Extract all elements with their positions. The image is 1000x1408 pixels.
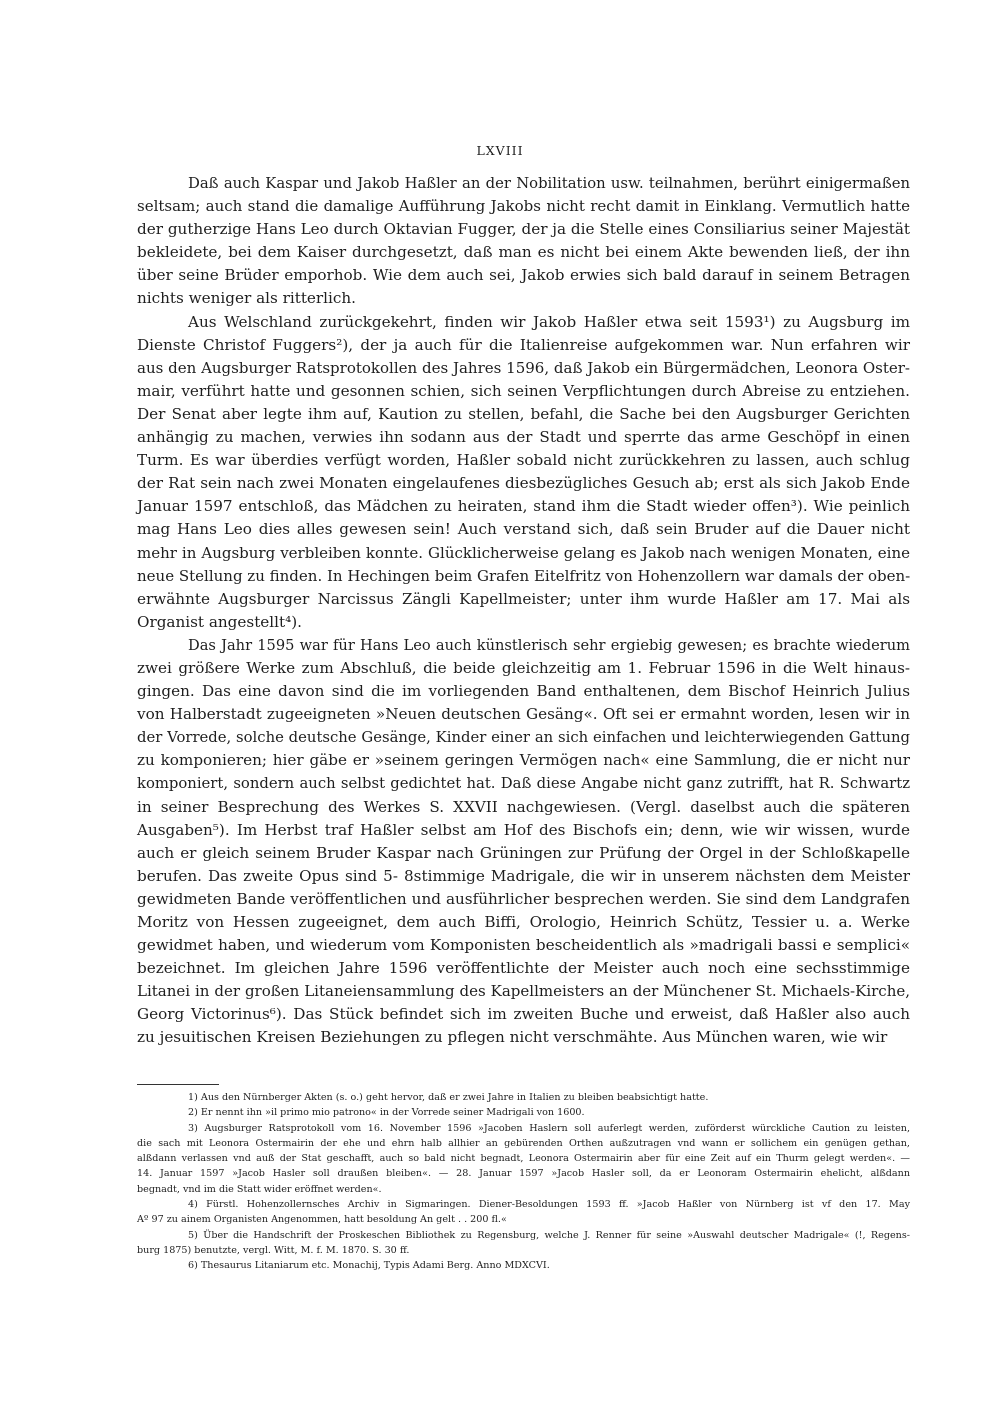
paragraph-3-line: Georg Victorinus⁶). Das Stück befindet sich im zweiten Buche und erweist, daß Haßler also auch bbox=[137, 1005, 910, 1024]
main-text bbox=[137, 172, 910, 1050]
paragraph-1-line: Daß auch Kaspar und Jakob Haßler an der Nobilitation usw. teilnahmen, berührt einigermaßen bbox=[188, 175, 910, 192]
paragraph-3-line: der Vorrede, solche deutsche Gesänge, Kinder einer an sich einfachen und leichterwiegenden Gattung bbox=[137, 729, 910, 747]
footnote-separator bbox=[137, 1084, 219, 1085]
paragraph-1-line: nichts weniger als ritterlich. bbox=[137, 289, 357, 308]
footnotes bbox=[137, 1090, 910, 1274]
paragraph-3-line: gewidmet haben, und wiederum vom Komponisten bescheidentlich als »madrigali bassi e semplici« bbox=[137, 936, 910, 955]
paragraph-2-line: anhängig zu machen, verwies ihn sodann aus der Stadt und sperrte das arme Geschöpf in einen bbox=[137, 428, 910, 447]
paragraph-1-line: bekleidete, bei dem Kaiser durchgesetzt, daß man es nicht bei einem Akte bewenden ließ, der ihn bbox=[137, 243, 910, 262]
paragraph-2-line: Turm. Es war überdies verfügt worden, Haßler sobald nicht zurückkehren zu lassen, auch schlug bbox=[137, 451, 910, 470]
paragraph-2-line: Aus Welschland zurückgekehrt, finden wir Jakob Haßler etwa seit 1593¹) zu Augsburg im bbox=[188, 312, 910, 331]
paragraph-3-line: zu jesuitischen Kreisen Beziehungen zu pflegen nicht verschmähte. Aus München waren, wie wir bbox=[137, 1028, 888, 1047]
footnote-5-line: 5) Über die Handschrift der Proskeschen Bibliothek zu Regensburg, welche J. Renner für seine »Auswahl deutscher Madrigale« (!, Regens- bbox=[188, 1229, 910, 1241]
footnote-5-line: burg 1875) benutzte, vergl. Witt, M. f. M. 1870. S. 30 ff. bbox=[137, 1244, 410, 1256]
page-number: LXVIII bbox=[476, 143, 524, 158]
footnote-4-line: Aº 97 zu ainem Organisten Angenommen, hatt besoldung An gelt . . 200 fl.« bbox=[137, 1214, 507, 1226]
paragraph-3-line: Das Jahr 1595 war für Hans Leo auch künstlerisch sehr ergiebig gewesen; es brachte wiederum bbox=[188, 636, 910, 654]
paragraph-3-line: auch er gleich seinem Bruder Kaspar nach Grüningen zur Prüfung der Orgel in der Schloßkapelle bbox=[137, 843, 910, 862]
footnote-3-line: begnadt, vnd im die Statt wider eröffnet werden«. bbox=[137, 1183, 382, 1195]
paragraph-2-line: erwähnte Augsburger Narcissus Zängli Kapellmeister; unter ihm wurde Haßler am 17. Mai als bbox=[137, 589, 910, 608]
paragraph-3-line: Ausgaben⁵). Im Herbst traf Haßler selbst am Hof des Bischofs ein; denn, wie wir wissen, wurde bbox=[137, 820, 910, 839]
footnote-3-line: alßdann verlassen vnd auß der Stat geschafft, auch so bald nicht begnadt, Leonora Ostermairin aber für eine Zeit auf ein Thurm gelegt werden«. — bbox=[137, 1153, 910, 1165]
paragraph-3-line: von Halberstadt zugeeigneten »Neuen deutschen Gesäng«. Oft sei er ermahnt worden, lesen wir in bbox=[137, 705, 910, 724]
paragraph-2-line: Der Senat aber legte ihm auf, Kaution zu stellen, befahl, die Sache bei den Augsburger Gerichten bbox=[137, 404, 910, 423]
footnote-6-line: 6) Thesaurus Litaniarum etc. Monachij, Typis Adami Berg. Anno MDXCVI. bbox=[188, 1260, 550, 1272]
paragraph-3-line: bezeichnet. Im gleichen Jahre 1596 veröffentlichte der Meister auch noch eine sechsstimmige bbox=[137, 959, 910, 978]
paragraph-3-line: gingen. Das eine davon sind die im vorliegenden Band enthaltenen, dem Bischof Heinrich Julius bbox=[137, 682, 910, 701]
footnote-3-line: die sach mit Leonora Ostermairin der ehe und ehrn halb allhier an gebürenden Orthen außzutragen vnd wann er sollichem ein genügen gethan, bbox=[137, 1137, 910, 1149]
paragraph-1-line: der gutherzige Hans Leo durch Oktavian Fugger, der ja die Stelle eines Consiliarius seiner Majestät bbox=[137, 220, 910, 239]
paragraph-2-line: der Rat sein nach zwei Monaten eingelaufenes diesbezügliches Gesuch ab; erst als sich Jakob Ende bbox=[137, 474, 910, 493]
footnote-3-line: 3) Augsburger Ratsprotokoll vom 16. November 1596 »Jacoben Haslern soll auferlegt werden, zuförderst würckliche Caution zu leisten, bbox=[188, 1122, 910, 1134]
paragraph-3-line: komponiert, sondern auch selbst gedichtet hat. Daß diese Angabe nicht ganz zutrifft, hat R. Schwartz bbox=[137, 775, 910, 793]
paragraph-1-line: über seine Brüder emporhob. Wie dem auch sei, Jakob erwies sich bald darauf in seinem Betragen bbox=[137, 266, 910, 285]
paragraph-3-line: berufen. Das zweite Opus sind 5- 8stimmige Madrigale, die wir in unserem nächsten dem Meister bbox=[137, 866, 910, 885]
paragraph-3-line: zu komponieren; hier gäbe er »seinem geringen Vermögen nach« eine Sammlung, die er nicht nur bbox=[137, 751, 910, 770]
paragraph-2-line: Organist angestellt⁴). bbox=[137, 612, 302, 631]
paragraph-2-line: Januar 1597 entschloß, das Mädchen zu heiraten, stand ihm die Stadt wieder offen³). Wie peinlich bbox=[137, 497, 910, 516]
paragraph-2-line: mag Hans Leo dies alles gewesen sein! Auch verstand sich, daß sein Bruder auf die Dauer nicht bbox=[137, 520, 910, 539]
paragraph-2-line: Dienste Christof Fuggers²), der ja auch für die Italienreise aufgekommen war. Nun erfahren wir bbox=[137, 335, 910, 354]
paragraph-3-line: in seiner Besprechung des Werkes S. XXVII nachgewiesen. (Vergl. daselbst auch die späteren bbox=[137, 797, 910, 816]
paragraph-2-line: aus den Augsburger Ratsprotokollen des Jahres 1596, daß Jakob ein Bürgermädchen, Leonora Oster- bbox=[137, 358, 910, 377]
paragraph-1-line: seltsam; auch stand die damalige Aufführung Jakobs nicht recht damit in Einklang. Vermutlich hatte bbox=[137, 197, 910, 216]
footnote-1-line: 1) Aus den Nürnberger Akten (s. o.) geht hervor, daß er zwei Jahre in Italien zu bleiben beabsichtigt hatte. bbox=[188, 1092, 709, 1103]
paragraph-3-line: zwei größere Werke zum Abschluß, die beide gleichzeitig am 1. Februar 1596 in die Welt hinaus- bbox=[137, 658, 910, 677]
paragraph-3-line: Moritz von Hessen zugeeignet, dem auch Biffi, Orologio, Heinrich Schütz, Tessier u. a. Werke bbox=[137, 913, 910, 931]
footnote-4-line: 4) Fürstl. Hohenzollernsches Archiv in Sigmaringen. Diener-Besoldungen 1593 ff. »Jacob Haßler von Nürnberg ist vf den 17. May bbox=[188, 1199, 910, 1211]
paragraph-2-line: mair, verführt hatte und gesonnen schien, sich seinen Verpflichtungen durch Abreise zu entziehen. bbox=[137, 381, 910, 400]
paragraph-2-line: mehr in Augsburg verbleiben konnte. Glücklicherweise gelang es Jakob nach wenigen Monaten, eine bbox=[137, 543, 910, 562]
paragraph-2-line: neue Stellung zu finden. In Hechingen beim Grafen Eitelfritz von Hohenzollern war damals der oben- bbox=[137, 566, 911, 585]
paragraph-3-line: gewidmeten Bande veröffentlichen und ausführlicher besprechen werden. Sie sind dem Landgrafen bbox=[137, 889, 910, 908]
footnote-2-line: 2) Er nennt ihn »il primo mio patrono« in der Vorrede seiner Madrigali von 1600. bbox=[188, 1107, 585, 1119]
footnote-3-line: 14. Januar 1597 »Jacob Hasler soll draußen bleiben«. — 28. Januar 1597 »Jacob Hasler soll, da er Leonoram Ostermairin ehelicht, alßdann bbox=[137, 1168, 910, 1180]
paragraph-3-line: Litanei in der großen Litaneiensammlung des Kapellmeisters an der Münchener St. Michaels-Kirche, bbox=[137, 982, 910, 1001]
